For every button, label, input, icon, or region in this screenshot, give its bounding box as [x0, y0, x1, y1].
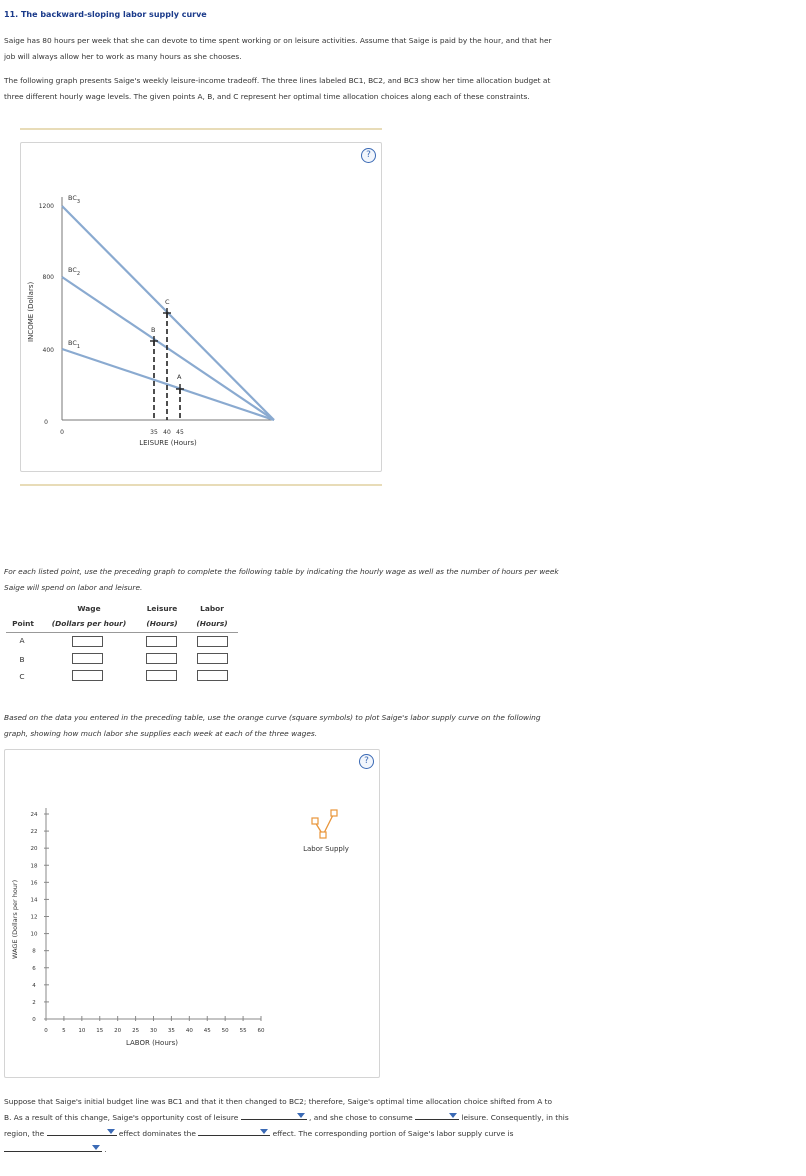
labor-input-c[interactable] [197, 670, 228, 681]
analysis-paragraph [4, 1094, 624, 1158]
y-tick-label: 0 [32, 1017, 36, 1023]
divider-top [20, 128, 382, 130]
x-tick-label: 25 [132, 1028, 140, 1034]
table-intro [4, 564, 624, 596]
table-intro-line-2: Saige will spend on labor and leisure. [4, 583, 143, 592]
row-label-a: A [19, 636, 25, 645]
header-leisure-unit: (Hours) [146, 619, 178, 628]
y-tick-label: 16 [30, 880, 38, 887]
help-icon[interactable]: ? [359, 754, 374, 769]
x-tick-label: 40 [185, 1028, 193, 1034]
help-icon[interactable]: ? [361, 148, 376, 163]
labor-input-b[interactable] [197, 653, 228, 664]
analysis-line-4 [4, 1142, 624, 1158]
header-labor: Labor [200, 604, 224, 613]
header-divider [6, 632, 238, 633]
x-tick: 35 [150, 429, 158, 436]
y-tick-label: 4 [32, 982, 36, 989]
x-tick: 40 [163, 429, 171, 436]
y-tick-label: 2 [32, 999, 36, 1006]
legend-square-icon [320, 832, 326, 838]
question-title: 11. The backward-sloping labor supply curve [4, 10, 207, 19]
y-tick-label: 6 [32, 965, 36, 972]
x-tick-label: 10 [78, 1028, 86, 1034]
y-tick-label: 22 [30, 829, 38, 836]
header-leisure: Leisure [146, 604, 178, 613]
leisure-input-b[interactable] [146, 653, 177, 664]
x-tick: 45 [176, 429, 184, 436]
header-labor-unit: (Hours) [196, 619, 228, 628]
leisure-input-c[interactable] [146, 670, 177, 681]
leisure-consumption-dropdown[interactable] [415, 1110, 459, 1120]
x-tick-label: 5 [62, 1028, 66, 1034]
analysis-text: region, the [4, 1129, 45, 1138]
dropdown-arrow-icon [260, 1129, 268, 1134]
y-tick-label: 24 [30, 812, 38, 818]
header-wage: Wage [77, 604, 101, 613]
svg-text:B: B [151, 326, 156, 334]
bc3-label: $BC_3$ [68, 194, 81, 205]
y-tick-label: 18 [30, 863, 38, 870]
wage-input-c[interactable] [72, 670, 103, 681]
x-tick: 0 [60, 429, 64, 436]
y-axis-label: WAGE (Dollars per hour) [11, 879, 19, 959]
row-label-b: B [19, 655, 25, 664]
analysis-line-2 [4, 1110, 624, 1126]
y-tick-label: 14 [30, 897, 38, 904]
dominated-effect-dropdown[interactable] [198, 1126, 270, 1136]
legend-square-icon [331, 810, 337, 816]
graph-intro-text [4, 73, 614, 105]
graph2-intro [4, 710, 624, 742]
y-tick: 400 [42, 347, 54, 354]
graph2-intro-line-1: Based on the data you entered in the preceding table, use the orange curve (square symbols) to plot Saige's labor supply curve on the following [4, 713, 541, 722]
x-tick-label: 50 [221, 1028, 229, 1034]
analysis-text: effect dominates the [118, 1129, 196, 1138]
dropdown-arrow-icon [92, 1145, 100, 1150]
intro-line-1: Saige has 80 hours per week that she can devote to time spent working or on leisure activities. Assume that Saige is paid by the hour, and that her [4, 36, 552, 45]
analysis-text: effect. The corresponding portion of Saige's labor supply curve is [272, 1129, 514, 1138]
x-tick-label: 30 [150, 1028, 157, 1034]
x-tick-label: 0 [44, 1028, 48, 1034]
leisure-income-graph [20, 142, 382, 472]
legend-square-icon [312, 818, 318, 824]
y-tick-label: 8 [32, 948, 36, 955]
svg-text:A: A [177, 373, 182, 381]
y-tick-label: 12 [30, 914, 38, 921]
divider-bottom [20, 484, 382, 486]
legend-label: Labor Supply [303, 845, 349, 853]
row-label-c: C [19, 672, 25, 681]
analysis-line-1: Suppose that Saige's initial budget line was BC1 and that it then changed to BC2; therefore, Saige's optimal time allocation choice shifted from A to [4, 1097, 553, 1106]
bc2-label: $BC_2$ [68, 266, 81, 277]
x-tick-label: 15 [96, 1028, 104, 1034]
labor-input-a[interactable] [197, 636, 228, 647]
dominant-effect-dropdown[interactable] [47, 1126, 117, 1136]
graph2-intro-line-2: graph, showing how much labor she supplies each week at each of the three wages. [4, 729, 318, 738]
y-tick-label: 20 [30, 846, 38, 853]
bc1-label: $BC_1$ [68, 339, 81, 350]
wage-input-a[interactable] [72, 636, 103, 647]
header-wage-unit: (Dollars per hour) [51, 619, 127, 628]
x-axis-label: LABOR (Hours) [125, 1039, 179, 1047]
dropdown-arrow-icon [107, 1129, 115, 1134]
budget-line-bc1 [62, 349, 274, 420]
intro-line-2: job will always allow her to work as many hours as she chooses. [4, 52, 242, 61]
point-a [176, 373, 184, 394]
header-point: Point [12, 619, 34, 628]
curve-slope-dropdown[interactable] [4, 1142, 102, 1152]
y-tick: 1200 [38, 203, 54, 210]
graph-intro-line-1: The following graph presents Saige's weekly leisure-income tradeoff. The three lines labeled BC1, BC2, and BC3 show her time allocation budget at [4, 76, 551, 85]
x-tick-label: 60 [257, 1028, 265, 1034]
y-tick: 0 [44, 419, 48, 426]
dropdown-arrow-icon [449, 1113, 457, 1118]
y-tick: 800 [42, 274, 54, 281]
labor-supply-legend[interactable] [303, 810, 349, 853]
y-tick-label: 10 [30, 931, 38, 938]
dropdown-arrow-icon [297, 1113, 305, 1118]
y-axis-label: INCOME (Dollars) [27, 281, 35, 342]
graph-intro-line-2: three different hourly wage levels. The given points A, B, and C represent her optimal time allocation choices along each of these constraints. [4, 92, 530, 101]
svg-text:C: C [165, 298, 170, 306]
intro-text [4, 33, 614, 65]
x-tick-label: 20 [114, 1028, 122, 1034]
labor-supply-graph [4, 749, 380, 1079]
leisure-input-a[interactable] [146, 636, 177, 647]
x-tick-label: 45 [203, 1028, 211, 1034]
wage-input-b[interactable] [72, 653, 103, 664]
analysis-text: , and she chose to consume [309, 1113, 413, 1122]
table-intro-line-1: For each listed point, use the preceding graph to complete the following table by indicating the hourly wage as well as the number of hours per week [4, 567, 559, 576]
analysis-text: B. As a result of this change, Saige's opportunity cost of leisure [4, 1113, 239, 1122]
analysis-text: leisure. Consequently, in this [461, 1113, 569, 1122]
analysis-text: . [104, 1145, 107, 1154]
opportunity-cost-dropdown[interactable] [241, 1110, 307, 1120]
x-tick-label: 35 [167, 1028, 175, 1034]
x-axis-label: LEISURE (Hours) [139, 439, 197, 447]
x-tick-label: 55 [239, 1028, 247, 1034]
answer-table [0, 600, 260, 690]
analysis-line-3 [4, 1126, 624, 1142]
